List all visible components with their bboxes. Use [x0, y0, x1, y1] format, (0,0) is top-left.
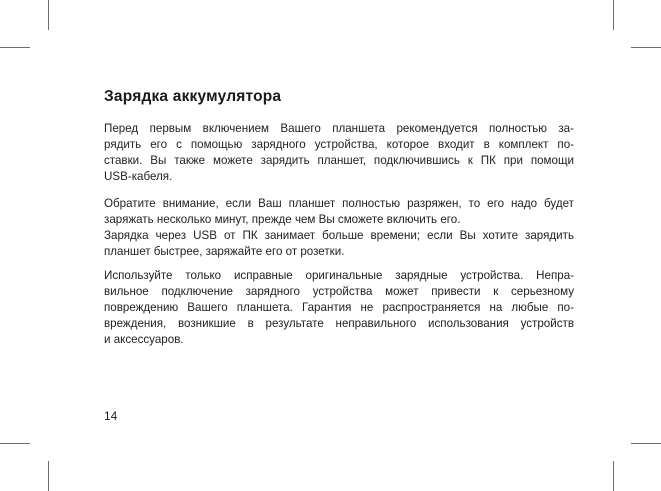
crop-mark-top-left-vertical: [48, 0, 49, 30]
text-line: Обратите внимание, если Ваш планшет полностью разряжен, то его надо будет: [104, 197, 574, 210]
crop-mark-bottom-right-vertical: [613, 461, 614, 491]
page-number: 14: [104, 409, 118, 423]
page-title: Зарядка аккумулятора: [104, 88, 282, 105]
text-line: вреждения, возникшие в результате неправильного использования устройств: [104, 317, 574, 330]
crop-mark-bottom-right-horizontal: [631, 443, 661, 444]
text-line: Зарядка через USB от ПК занимает больше времени; если Вы хотите зарядить: [104, 229, 574, 242]
text-line: Перед первым включением Вашего планшета рекомендуется полностью за-: [104, 122, 574, 135]
crop-mark-top-left-horizontal: [0, 47, 30, 48]
paragraph-charger-warning: [104, 268, 574, 348]
text-line: повреждению Вашего планшета. Гарантия не распространяется на любые по-: [104, 301, 574, 314]
crop-mark-bottom-left-horizontal: [0, 443, 30, 444]
text-line: и аксессуаров.: [104, 333, 184, 346]
paragraph-charging-intro: [104, 121, 574, 185]
text-line: Используйте только исправные оригинальные зарядные устройства. Непра-: [104, 269, 574, 282]
text-line: заряжать несколько минут, прежде чем Вы сможете включить его.: [104, 213, 461, 226]
text-line: планшет быстрее, заряжайте его от розетки.: [104, 245, 345, 258]
text-line: ставки. Вы также можете зарядить планшет, подключившись к ПК при помощи: [104, 154, 574, 167]
text-line: рядить его с помощью зарядного устройства, которое входит в комплект по-: [104, 138, 574, 151]
paragraph-charging-note: [104, 196, 574, 260]
crop-mark-top-right-horizontal: [631, 47, 661, 48]
text-line: вильное подключение зарядного устройства может привести к серьезному: [104, 285, 574, 298]
text-line: USB-кабеля.: [104, 170, 173, 183]
crop-mark-top-right-vertical: [613, 0, 614, 30]
crop-mark-bottom-left-vertical: [48, 461, 49, 491]
